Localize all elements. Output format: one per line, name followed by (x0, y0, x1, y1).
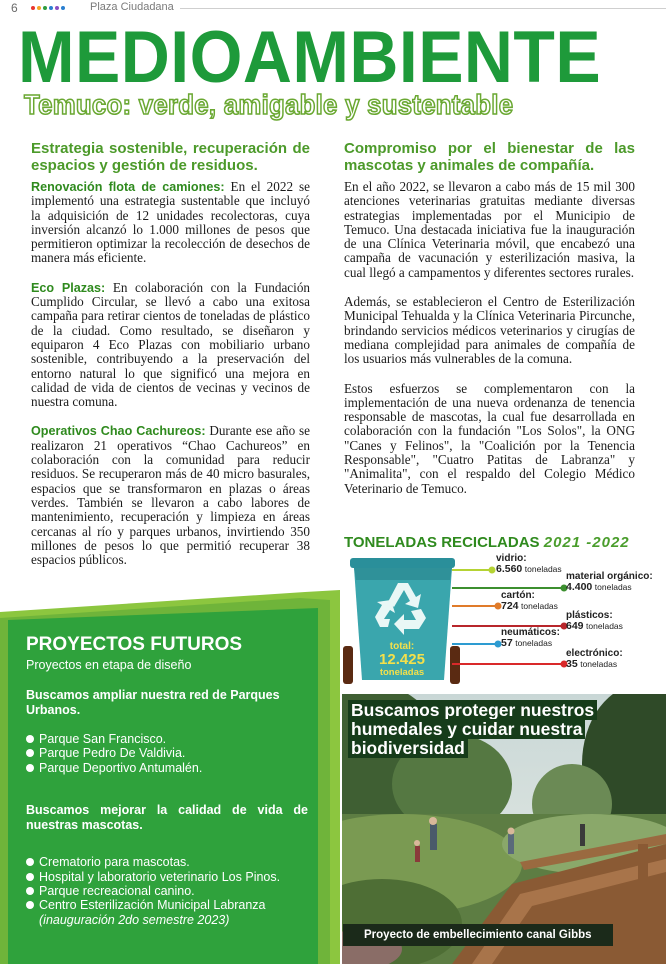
material-name: neumáticos: (501, 627, 560, 638)
material-value: 57 (501, 637, 513, 649)
page-subtitle: Temuco: verde, amigable y sustentable (24, 89, 514, 120)
material-value: 724 (501, 600, 519, 612)
list-item: Parque recreacional canino. (26, 884, 308, 898)
color-dots (31, 6, 65, 10)
label-electronico (566, 648, 623, 669)
material-name: cartón: (501, 590, 535, 601)
list-item: Parque Pedro De Valdivia. (26, 746, 308, 760)
leader-lines (452, 567, 568, 668)
future-projects-title: PROYECTOS FUTUROS (26, 634, 243, 655)
material-value: 6.560 (496, 563, 523, 575)
paragraph-lead: Eco Plazas: (31, 280, 106, 295)
photo-caption: Proyecto de embellecimiento canal Gibbs (343, 924, 613, 946)
paragraph-veterinary: En el año 2022, se llevaron a cabo más de 15 mil 300 atenciones veterinarias gratuitas mediante diversas estrategias implementadas por el Municipio de Temuco. Una destacada iniciativa fue la inauguración de una Clínica Veterinaria móvil, que encabezó una campaña de vacunación y esterilización masiva, la cual llegó a campamentos y diferentes sectores rurales. (344, 179, 635, 280)
label-vidrio (496, 553, 562, 574)
photo-headline-text: Buscamos proteger nuestros humedales y cuidar nuestra biodiversidad (348, 700, 597, 758)
color-dot (49, 6, 53, 10)
paragraph-text: Durante ese año se realizaron 21 operativos “Chao Cachureos” en colaboración con la comunidad para reducir residuos. Se recuperaron más de 40 micro basurales, espacios que se transformaron en plazas o áreas verdes. También se llevaron a cabo labores de mantenimiento, recuperación y limpieza en áreas cercanas al río y parques urbanos, invirtiendo 350 millones de pesos lo que permitió recuperar 38 espacios públicos. (31, 423, 310, 568)
recycled-title (344, 534, 630, 551)
material-value: 4.400 (566, 581, 593, 593)
list-item: Hospital y laboratorio veterinario Los Pinos. (26, 870, 308, 884)
list-item: Parque Deportivo Antumalén. (26, 761, 308, 775)
paragraph-ordinance: Estos esfuerzos se complementaron con la implementación de una nueva ordenanza de tenencia responsable de mascotas, la cual fue desarrollada en colaboración con la fundación "Los Solos", la ONG "Canes y Felinos", la "Coalición por la Tenencia Responsable", "Cuatro Patitas de Labranza" y "Animalita", con el respaldo del Colegio Médico Veterinario de Temuco. (344, 380, 635, 496)
leader-dot (489, 567, 496, 574)
paragraph-fleet (31, 180, 310, 266)
page-title: MEDIOAMBIENTE (18, 17, 602, 98)
list-item: Crematorio para mascotas. (26, 855, 308, 869)
material-name: material orgánico: (566, 571, 653, 582)
color-dot (31, 6, 35, 10)
material-value: 35 (566, 658, 578, 670)
color-dot (55, 6, 59, 10)
material-name: plásticos: (566, 610, 613, 621)
material-unit: toneladas (586, 621, 623, 631)
future-projects-subtitle: Proyectos en etapa de diseño (26, 658, 192, 672)
material-name: electrónico: (566, 648, 623, 659)
header-rule (180, 8, 666, 9)
color-dot (43, 6, 47, 10)
recycled-title-text: TONELADAS RECICLADAS (344, 534, 540, 551)
material-unit: toneladas (524, 564, 562, 574)
material-unit: toneladas (580, 659, 618, 669)
paragraph-sterilization: Además, se establecieron el Centro de Esterilización Municipal Tehualda y la Clínica Veterinaria Pircunche, brindando servicios médicos veterinarios y cirugías de mediana complejidad para animales de compañía de los usuarios más vulnerables de la comuna. (344, 294, 635, 367)
bin-lid (350, 558, 455, 568)
material-unit: toneladas (594, 582, 632, 592)
paragraph-lead: Operativos Chao Cachureos: (31, 424, 206, 439)
section-name: Plaza Ciudadana (90, 1, 174, 13)
color-dot (37, 6, 41, 10)
paragraph-text: En colaboración con la Fundación Cumplido Circular, se llevó a cabo una exitosa campaña para retirar cientos de toneladas de plástico de la ciudad. Como resultado, se diseñaron y equiparon 4 Eco Plazas con mobiliario urbano sostenible, contribuyendo a la preservación del entorno natural lo que significó una mejora en calidad de vida de cientos de vecinas y vecinos de nuestra comuna. (31, 279, 311, 410)
label-neumaticos (501, 627, 560, 648)
recycled-years: 2021 -2022 (543, 534, 630, 551)
paragraph-lead: Renovación flota de camiones: (31, 180, 225, 194)
photo-headline (348, 701, 648, 758)
label-material-organico (566, 571, 653, 592)
list-item: Parque San Francisco. (26, 732, 308, 746)
color-dot (61, 6, 65, 10)
pets-list (26, 855, 308, 927)
right-column (344, 140, 635, 511)
label-carton (501, 590, 558, 611)
paragraph-eco-plazas (31, 281, 310, 410)
paragraph-text: En el 2022 se implementó una estrategia sustentable que incluyó la adquisición de 12 unidades recolectoras, cuya inversión alcanzó lo 1.000 millones de pesos que permitieron optimizar la recolección de desechos de manera más eficiente. (31, 179, 311, 266)
label-plasticos (566, 610, 623, 631)
page-number: 6 (11, 1, 18, 15)
material-name: vidrio: (496, 553, 527, 564)
right-column-heading: Compromiso por el bienestar de las mascotas y animales de compañía. (344, 140, 635, 174)
total-unit: toneladas (379, 667, 425, 678)
future-projects (26, 634, 308, 927)
material-unit: toneladas (515, 638, 553, 648)
material-value: 649 (566, 620, 584, 632)
parks-list (26, 732, 308, 775)
total-value: 12.425 (379, 651, 425, 668)
left-column (31, 140, 310, 582)
bin-wheel (343, 646, 353, 684)
material-unit: toneladas (521, 601, 558, 611)
paragraph-chao-cachureos (31, 424, 310, 567)
list-item-note: (inauguración 2do semestre 2023) (39, 912, 230, 927)
pets-heading: Buscamos mejorar la calidad de vida de nuestras mascotas. (26, 803, 308, 833)
left-column-heading: Estrategia sostenible, recuperación de espacios y gestión de residuos. (31, 140, 310, 174)
list-item: Centro Esterilización Municipal Labranza (26, 898, 308, 912)
parks-heading: Buscamos ampliar nuestra red de Parques Urbanos. (26, 688, 280, 717)
total-label: total: (389, 641, 415, 652)
